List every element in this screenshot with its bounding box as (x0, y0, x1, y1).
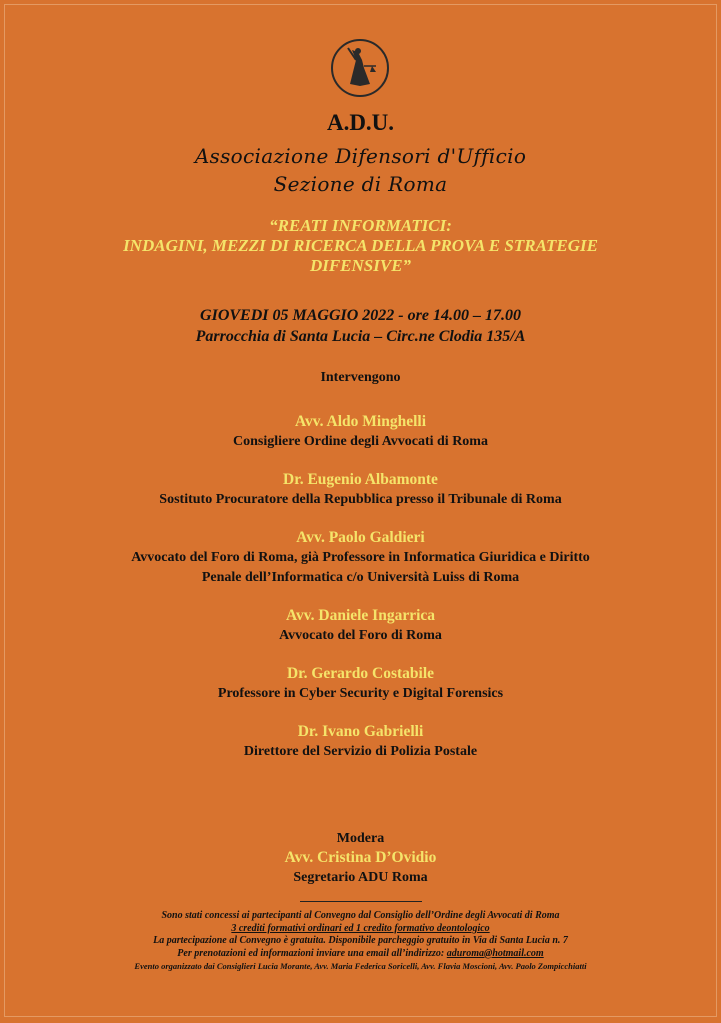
speaker-name: Dr. Eugenio Albamonte (283, 471, 438, 488)
footer-organizers: Evento organizzato dai Consiglieri Lucia Morante, Avv. Maria Federica Soricelli, Avv. Flavia Moscioni, Avv. Paolo Zompicchiatti (134, 961, 587, 972)
speaker-role: Avvocato del Foro di Roma (279, 628, 442, 643)
event-details (0, 305, 721, 347)
footer-notes (0, 910, 721, 973)
speaker-name: Avv. Aldo Minghelli (294, 413, 427, 430)
speaker-role: Professore in Cyber Security e Digital Forensics (217, 686, 504, 701)
speaker-item (0, 528, 721, 588)
speaker-item (0, 470, 721, 510)
topic-line: DIFENSIVE” (309, 256, 412, 275)
moderator-role: Segretario ADU Roma (293, 870, 428, 885)
event-datetime: GIOVEDI 05 MAGGIO 2022 - ore 14.00 – 17.00 (200, 307, 521, 324)
org-section: Sezione di Roma (273, 172, 448, 196)
speakers-heading: Intervengono (320, 370, 401, 385)
speaker-item (0, 606, 721, 646)
topic-line: INDAGINI, MEZZI DI RICERCA DELLA PROVA E STRATEGIE (123, 236, 598, 255)
speaker-list (0, 412, 721, 780)
speaker-item (0, 722, 721, 762)
footer-parking: La partecipazione al Convegno è gratuita. Disponibile parcheggio gratuito in Via di Santa Lucia n. 7 (153, 935, 568, 947)
event-venue: Parrocchia di Santa Lucia – Circ.ne Clodia 135/A (195, 328, 526, 345)
footer-credits: 3 crediti formativi ordinari ed 1 credito formativo deontologico (231, 922, 490, 934)
org-acronym: A.D.U. (326, 110, 395, 135)
speaker-role: Sostituto Procuratore della Repubblica presso il Tribunale di Roma (159, 492, 562, 507)
speaker-item (0, 664, 721, 704)
speaker-name: Dr. Ivano Gabrielli (297, 723, 424, 740)
speaker-role: Avvocato del Foro di Roma, già Professore in Informatica Giuridica e Diritto (131, 550, 590, 565)
moderator-name: Avv. Cristina D’Ovidio (284, 849, 437, 866)
event-topic (0, 216, 721, 276)
footer-contact (0, 948, 721, 961)
contact-email-link[interactable]: aduroma@hotmail.com (446, 947, 544, 959)
speaker-name: Avv. Daniele Ingarrica (285, 607, 436, 624)
speaker-role: Consigliere Ordine degli Avvocati di Roma (233, 434, 488, 449)
speaker-item (0, 412, 721, 452)
justice-logo-icon (330, 38, 390, 98)
speaker-role: Penale dell’Informatica c/o Università Luiss di Roma (201, 570, 520, 585)
speaker-name: Dr. Gerardo Costabile (286, 665, 435, 682)
org-full-name: Associazione Difensori d'Ufficio (194, 144, 527, 168)
footer-contact-text: Per prenotazioni ed informazioni inviare una email all’indirizzo: (177, 947, 447, 959)
moderator-heading: Modera (336, 831, 385, 846)
speaker-role: Direttore del Servizio di Polizia Postale (243, 744, 478, 759)
speaker-name: Avv. Paolo Galdieri (296, 529, 425, 546)
footer-credits-note: Sono stati concessi ai partecipanti al Convegno dal Consiglio dell’Ordine degli Avvocati di Roma (161, 910, 560, 921)
moderator-block (0, 829, 721, 888)
divider (300, 901, 422, 902)
topic-line: “REATI INFORMATICI: (269, 216, 452, 235)
